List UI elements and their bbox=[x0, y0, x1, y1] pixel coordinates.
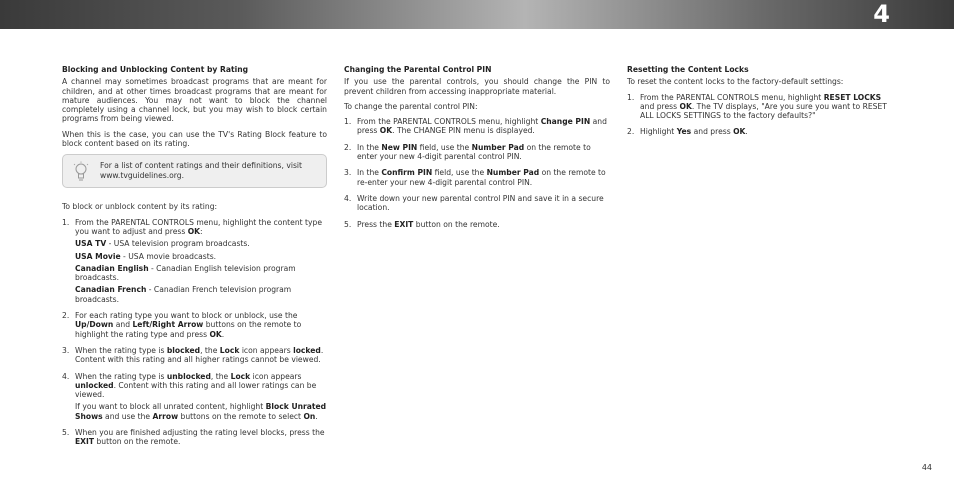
tip-box bbox=[62, 154, 327, 188]
list-item: 3. In the Confirm PIN field, use the Number Pad on the remote to re-enter your new 4-digit parental control PIN. bbox=[344, 168, 606, 187]
content-type-canadian-french: Canadian French - Canadian French television program broadcasts. bbox=[75, 285, 292, 304]
page-number: 44 bbox=[921, 463, 932, 472]
steps-list bbox=[344, 117, 610, 229]
steps-list bbox=[627, 93, 893, 137]
list-item: 4. When the rating type is unblocked, the Lock icon appears unlocked. Content with this rating and all lower ratings can be viewed. If you want to block all unrated content, highlight Block Unrated Shows and use the Arrow buttons on the remote to select On. bbox=[62, 371, 327, 421]
paragraph: To change the parental control PIN: bbox=[344, 101, 478, 111]
list-item: 1. From the PARENTAL CONTROLS menu, highlight the content type you want to adjust and press OK: USA TV - USA television program broadcasts. USA Movie - USA movie broadcasts. Canadian English - Canadian English television program broadcasts. Canadian French - Canadian French television program broadcasts. bbox=[62, 218, 327, 304]
section-heading: Blocking and Unblocking Content by Rating bbox=[62, 65, 249, 74]
steps-list bbox=[62, 218, 327, 447]
content-type-usamovie: USA Movie - USA movie broadcasts. bbox=[75, 251, 217, 261]
section-heading: Resetting the Content Locks bbox=[627, 65, 749, 74]
paragraph: To block or unblock content by its rating: bbox=[62, 202, 218, 212]
list-item: 2. For each rating type you want to block or unblock, use the Up/Down and Left/Right Arrow buttons on the remote to highlight the rating type and press OK. bbox=[62, 311, 302, 339]
step-note: If you want to block all unrated content, highlight Block Unrated Shows and use the Arrow buttons on the remote to select On. bbox=[75, 402, 327, 421]
paragraph: If you use the parental controls, you should change the PIN to prevent children from accessing inappropriate material. bbox=[344, 77, 610, 96]
list-item: 1. From the PARENTAL CONTROLS menu, highlight Change PIN and press OK. The CHANGE PIN menu is displayed. bbox=[344, 117, 607, 136]
section-heading: Changing the Parental Control PIN bbox=[344, 65, 492, 74]
lightbulb-icon bbox=[72, 161, 90, 183]
list-item: 3. When the rating type is blocked, the Lock icon appears locked. Content with this rating and all higher ratings cannot be viewed. bbox=[62, 345, 324, 365]
chapter-number: 4 bbox=[873, 0, 890, 28]
list-item: 5. Press the EXIT button on the remote. bbox=[344, 219, 500, 229]
list-item: 5. When you are finished adjusting the rating level blocks, press the EXIT button on the remote. bbox=[62, 428, 325, 447]
paragraph: When this is the case, you can use the TV's Rating Block feature to block content based on its rating. bbox=[62, 129, 327, 149]
content-type-usatv: USA TV - USA television program broadcasts. bbox=[75, 239, 250, 249]
list-item: 2. In the New PIN field, use the Number Pad on the remote to enter your new 4-digit parental control PIN. bbox=[344, 142, 591, 162]
column-rating-block bbox=[62, 65, 327, 454]
list-item: 1. From the PARENTAL CONTROLS menu, highlight RESET LOCKS and press OK. The TV displays, "Are you sure you want to RESET ALL LOCKS SETTINGS to the factory defaults?" bbox=[627, 92, 887, 121]
column-reset-locks bbox=[627, 65, 893, 144]
paragraph: To reset the content locks to the factory-default settings: bbox=[627, 77, 844, 87]
header-bar bbox=[0, 0, 954, 29]
paragraph: A channel may sometimes broadcast programs that are meant for children, and at other times broadcast programs that are meant for mature audiences. You may not want to block the channel completely using a channel lock, but you may wish to block certain programs from being viewed. bbox=[62, 77, 327, 124]
tip-text: For a list of content ratings and their definitions, visit www.tvguidelines.org. bbox=[100, 161, 302, 180]
column-change-pin bbox=[344, 65, 610, 236]
list-item: 2. Highlight Yes and press OK. bbox=[627, 127, 748, 137]
list-item: 4. Write down your new parental control PIN and save it in a secure location. bbox=[344, 193, 604, 213]
content-type-canadian-english: Canadian English - Canadian English television program broadcasts. bbox=[75, 263, 296, 283]
